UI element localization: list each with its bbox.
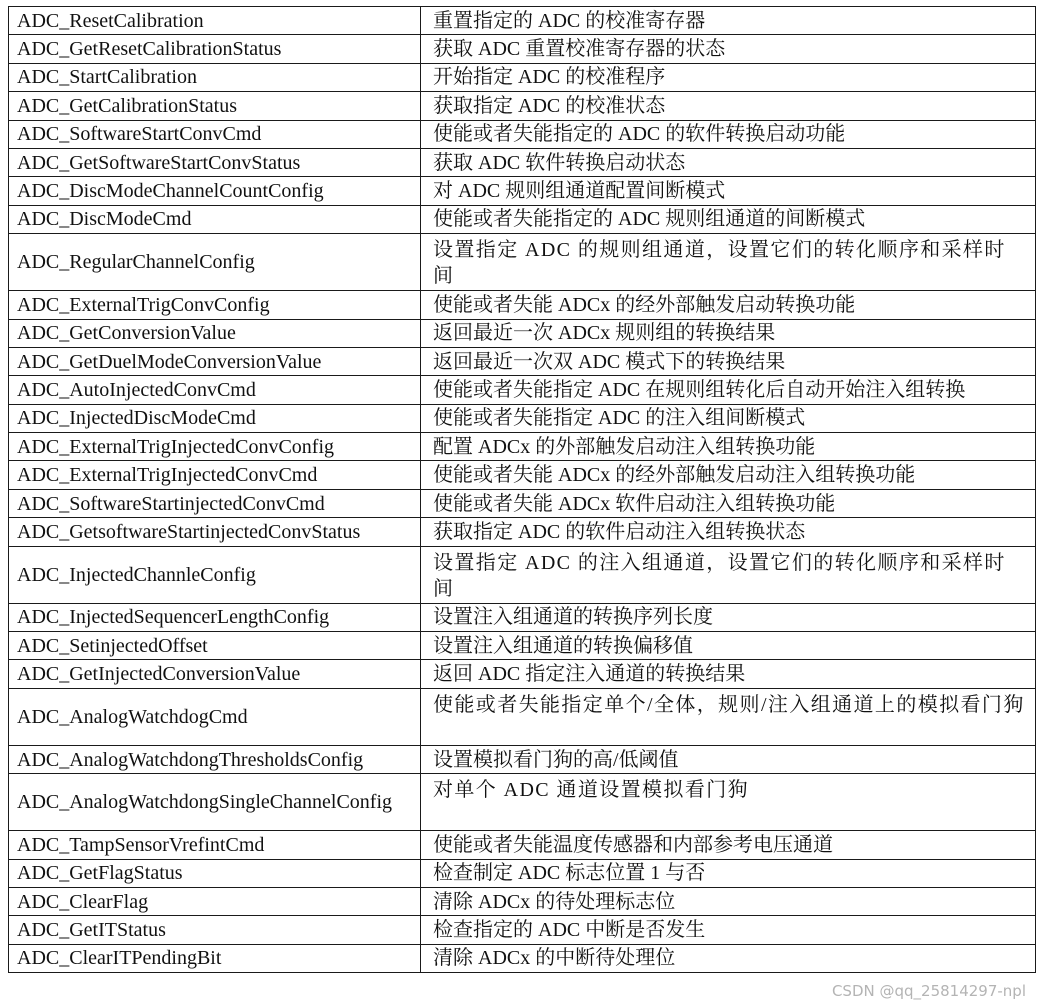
function-name-cell: ADC_InjectedChannleConfig (9, 546, 421, 603)
function-description-cell: 使能或者失能指定 ADC 的注入组间断模式 (421, 404, 1036, 432)
table-row (9, 489, 1036, 517)
table-row (9, 404, 1036, 432)
function-name-cell: ADC_ExternalTrigInjectedConvConfig (9, 433, 421, 461)
function-description-cell: 重置指定的 ADC 的校准寄存器 (421, 7, 1036, 35)
function-description-cell: 清除 ADCx 的中断待处理位 (421, 944, 1036, 972)
function-description-cell: 使能或者失能指定 ADC 在规则组转化后自动开始注入组转换 (421, 376, 1036, 404)
function-name-cell: ADC_AnalogWatchdogCmd (9, 688, 421, 745)
function-description-cell: 检查制定 ADC 标志位置 1 与否 (421, 859, 1036, 887)
function-name-cell: ADC_GetInjectedConversionValue (9, 660, 421, 688)
table-row (9, 688, 1036, 745)
function-description-cell: 返回最近一次双 ADC 模式下的转换结果 (421, 347, 1036, 375)
function-name-cell: ADC_AutoInjectedConvCmd (9, 376, 421, 404)
function-name-cell: ADC_SoftwareStartinjectedConvCmd (9, 489, 421, 517)
table-row (9, 433, 1036, 461)
function-description-cell: 使能或者失能指定单个/全体，规则/注入组通道上的模拟看门狗 (421, 688, 1036, 745)
function-name-cell: ADC_StartCalibration (9, 63, 421, 91)
function-name-cell: ADC_ResetCalibration (9, 7, 421, 35)
table-row (9, 63, 1036, 91)
function-description-cell: 设置模拟看门狗的高/低阈值 (421, 745, 1036, 773)
function-name-cell: ADC_GetResetCalibrationStatus (9, 35, 421, 63)
function-description-cell: 获取 ADC 软件转换启动状态 (421, 148, 1036, 176)
function-name-cell: ADC_GetFlagStatus (9, 859, 421, 887)
csdn-watermark: CSDN @qq_25814297-npl (831, 982, 1026, 1000)
table-row (9, 944, 1036, 972)
table-row (9, 546, 1036, 603)
table-row (9, 603, 1036, 631)
function-name-cell: ADC_ExternalTrigInjectedConvCmd (9, 461, 421, 489)
function-name-cell: ADC_TampSensorVrefintCmd (9, 831, 421, 859)
function-description-cell: 获取指定 ADC 的软件启动注入组转换状态 (421, 518, 1036, 546)
function-description-cell: 使能或者失能指定的 ADC 的软件转换启动功能 (421, 120, 1036, 148)
function-name-cell: ADC_DiscModeCmd (9, 205, 421, 233)
table-row (9, 916, 1036, 944)
function-name-cell: ADC_ExternalTrigConvConfig (9, 291, 421, 319)
table-row (9, 660, 1036, 688)
table-row (9, 148, 1036, 176)
function-name-cell: ADC_GetDuelModeConversionValue (9, 347, 421, 375)
table-row (9, 859, 1036, 887)
function-name-cell: ADC_DiscModeChannelCountConfig (9, 177, 421, 205)
function-name-cell: ADC_GetSoftwareStartConvStatus (9, 148, 421, 176)
function-name-cell: ADC_AnalogWatchdongThresholdsConfig (9, 745, 421, 773)
table-row (9, 376, 1036, 404)
function-description-cell: 使能或者失能 ADCx 的经外部触发启动转换功能 (421, 291, 1036, 319)
function-name-cell: ADC_ClearFlag (9, 887, 421, 915)
table-row (9, 205, 1036, 233)
table-row (9, 319, 1036, 347)
function-description-cell: 设置指定 ADC 的注入组通道，设置它们的转化顺序和采样时间 (421, 546, 1036, 603)
function-name-cell: ADC_SoftwareStartConvCmd (9, 120, 421, 148)
function-description-cell: 配置 ADCx 的外部触发启动注入组转换功能 (421, 433, 1036, 461)
function-name-cell: ADC_ClearITPendingBit (9, 944, 421, 972)
table-row (9, 7, 1036, 35)
function-name-cell: ADC_InjectedDiscModeCmd (9, 404, 421, 432)
table-row (9, 92, 1036, 120)
table-row (9, 461, 1036, 489)
table-row (9, 234, 1036, 291)
table-row (9, 291, 1036, 319)
function-description-cell: 开始指定 ADC 的校准程序 (421, 63, 1036, 91)
table-row (9, 745, 1036, 773)
table-row (9, 774, 1036, 831)
function-name-cell: ADC_GetsoftwareStartinjectedConvStatus (9, 518, 421, 546)
table-row (9, 831, 1036, 859)
table-row (9, 518, 1036, 546)
function-description-cell: 对 ADC 规则组通道配置间断模式 (421, 177, 1036, 205)
function-name-cell: ADC_GetConversionValue (9, 319, 421, 347)
function-name-cell: ADC_GetITStatus (9, 916, 421, 944)
function-description-cell: 返回最近一次 ADCx 规则组的转换结果 (421, 319, 1036, 347)
function-name-cell: ADC_AnalogWatchdongSingleChannelConfig (9, 774, 421, 831)
function-description-cell: 对单个 ADC 通道设置模拟看门狗 (421, 774, 1036, 831)
function-description-cell: 检查指定的 ADC 中断是否发生 (421, 916, 1036, 944)
table-row (9, 632, 1036, 660)
function-description-cell: 获取 ADC 重置校准寄存器的状态 (421, 35, 1036, 63)
function-description-cell: 获取指定 ADC 的校准状态 (421, 92, 1036, 120)
function-name-cell: ADC_SetinjectedOffset (9, 632, 421, 660)
table-row (9, 35, 1036, 63)
function-description-cell: 返回 ADC 指定注入通道的转换结果 (421, 660, 1036, 688)
function-description-cell: 使能或者失能 ADCx 的经外部触发启动注入组转换功能 (421, 461, 1036, 489)
function-description-cell: 使能或者失能温度传感器和内部参考电压通道 (421, 831, 1036, 859)
function-name-cell: ADC_GetCalibrationStatus (9, 92, 421, 120)
function-description-cell: 清除 ADCx 的待处理标志位 (421, 887, 1036, 915)
adc-function-table-body (9, 7, 1036, 973)
function-name-cell: ADC_InjectedSequencerLengthConfig (9, 603, 421, 631)
function-name-cell: ADC_RegularChannelConfig (9, 234, 421, 291)
function-description-cell: 使能或者失能指定的 ADC 规则组通道的间断模式 (421, 205, 1036, 233)
table-row (9, 177, 1036, 205)
function-description-cell: 设置指定 ADC 的规则组通道，设置它们的转化顺序和采样时间 (421, 234, 1036, 291)
adc-function-table (8, 6, 1036, 973)
table-row (9, 347, 1036, 375)
function-description-cell: 设置注入组通道的转换序列长度 (421, 603, 1036, 631)
function-description-cell: 使能或者失能 ADCx 软件启动注入组转换功能 (421, 489, 1036, 517)
function-description-cell: 设置注入组通道的转换偏移值 (421, 632, 1036, 660)
table-row (9, 887, 1036, 915)
table-row (9, 120, 1036, 148)
